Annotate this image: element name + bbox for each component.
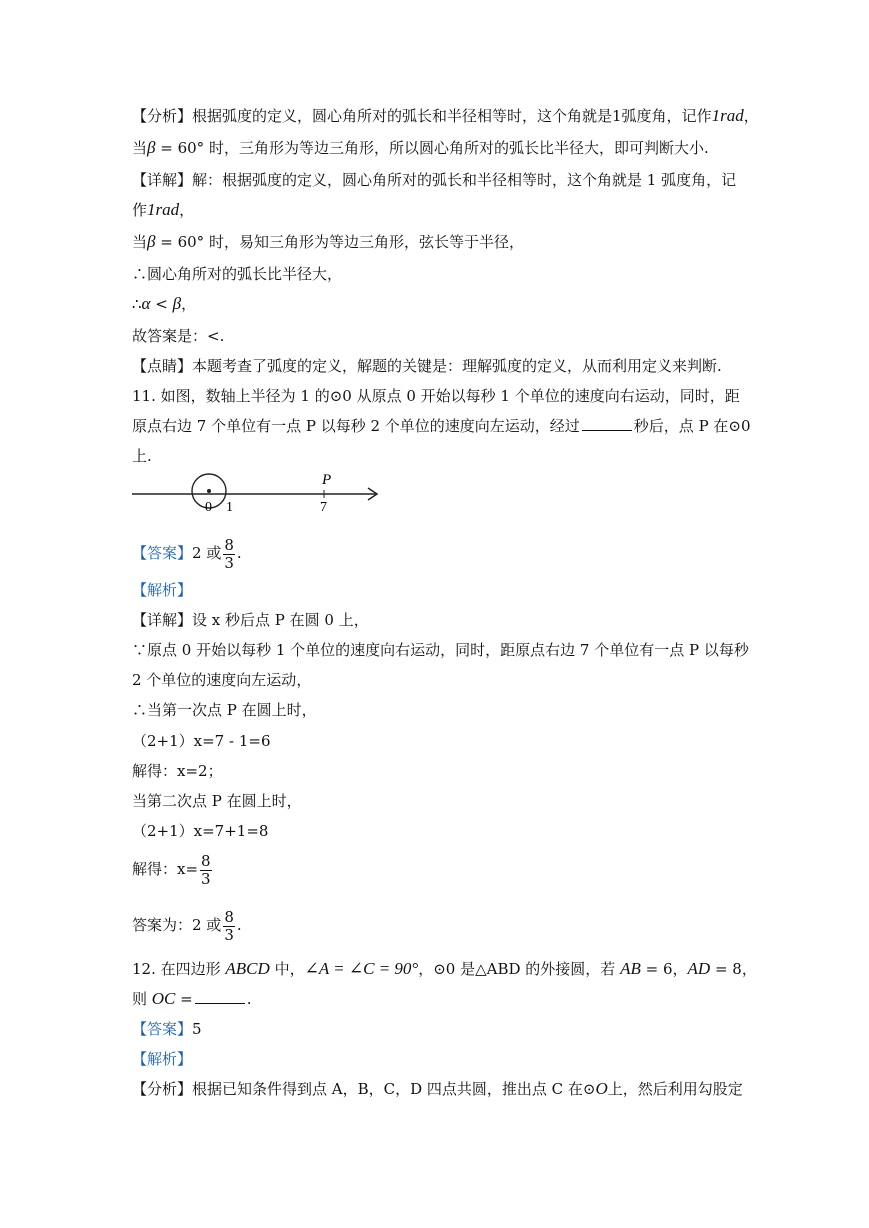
q11-final-answer: 答案为：2 或 $\frac{8}{3}$ . — [132, 907, 242, 944]
q11-analysis-heading: 【解析】 — [132, 581, 193, 599]
q11-solution-1: 解得：x=2； — [132, 762, 223, 780]
q11-equation-2: （2+1）x=7+1=8 — [132, 822, 269, 840]
tick-label-0: 0 — [205, 500, 212, 515]
answer-label: 【答案】 — [132, 1020, 193, 1038]
question-11-line-1: 11. 如图，数轴上半径为 1 的⊙0 从原点 0 开始以每秒 1 个单位的速度向右运动，同时，距 — [132, 387, 740, 405]
analysis-label: 【分析】 — [132, 1080, 193, 1098]
q11-solution-2: 解得：x= $\frac{8}{3}$ — [132, 851, 211, 888]
fraction: $\frac{8}{3}$ — [224, 535, 234, 572]
fraction: $\frac{8}{3}$ — [224, 907, 234, 944]
q11-equation-1: （2+1）x=7 - 1=6 — [132, 732, 271, 750]
detail-label: 【详解】 — [132, 171, 193, 189]
remark-line: 【点睛】本题考查了弧度的定义，解题的关键是：理解弧度的定义，从而利用定义来判断. — [132, 357, 722, 375]
analysis-label: 【分析】 — [132, 107, 193, 125]
circle-center-dot — [207, 489, 211, 493]
point-p-label: P — [322, 472, 332, 488]
detail-line-1: 【详解】解：根据弧度的定义，圆心角所对的弧长和半径相等时，这个角就是 1 弧度角，记 — [132, 171, 737, 189]
tick-label-1: 1 — [226, 500, 233, 515]
answer-blank — [582, 416, 632, 431]
question-12-line-2: 则 OC = . — [132, 989, 252, 1008]
q12-analysis-line: 【分析】根据已知条件得到点 A，B，C，D 四点共圆，推出点 C 在⊙O上，然后利用勾股定 — [132, 1079, 743, 1098]
question-11-line-3: 上. — [132, 447, 152, 465]
number-line-figure — [130, 470, 390, 520]
q11-detail-line-3: 2 个单位的速度向左运动， — [132, 671, 312, 689]
q12-answer-line: 【答案】5 — [132, 1020, 202, 1038]
detail-line-5: ∴α < β， — [132, 294, 197, 313]
q11-detail-line-2: ∵原点 0 开始以每秒 1 个单位的速度向右运动，同时，距原点右边 7 个单位有一点 P 以每秒 — [132, 641, 749, 659]
analysis-line-1: 【分析】根据弧度的定义，圆心角所对的弧长和半径相等时，这个角就是1弧度角，记作1rad， — [132, 106, 759, 125]
detail-line-4: ∴圆心角所对的弧长比半径大， — [132, 265, 343, 283]
answer-line: 故答案是：<. — [132, 327, 225, 345]
q11-detail-line-4: ∴当第一次点 P 在圆上时， — [132, 701, 317, 719]
question-12-line-1: 12. 在四边形 ABCD 中，∠A = ∠C = 90°，⊙0 是△ABD 的外接圆，若 AB = 6，AD = 8， — [132, 959, 757, 978]
tick-label-7: 7 — [320, 500, 327, 515]
answer-blank — [195, 989, 245, 1004]
detail-line-2: 作1rad， — [132, 200, 195, 219]
q11-detail-line-5: 当第二次点 P 在圆上时， — [132, 792, 302, 810]
remark-label: 【点睛】 — [132, 357, 193, 375]
analysis-line-2: 当β = 60° 时，三角形为等边三角形，所以圆心角所对的弧长比半径大，即可判断大小. — [132, 138, 709, 157]
fraction: $\frac{8}{3}$ — [201, 851, 211, 888]
q12-analysis-heading: 【解析】 — [132, 1050, 193, 1068]
q11-detail-line-1: 【详解】设 x 秒后点 P 在圆 0 上， — [132, 611, 369, 629]
answer-label: 【答案】 — [132, 544, 193, 562]
detail-label: 【详解】 — [132, 611, 193, 629]
detail-line-3: 当β = 60° 时，易知三角形为等边三角形，弦长等于半径， — [132, 232, 524, 251]
q11-answer-line: 【答案】2 或 $\frac{8}{3}$ . — [132, 535, 242, 572]
question-11-line-2: 原点右边 7 个单位有一点 P 以每秒 2 个单位的速度向左运动，经过 秒后，点 P 在⊙0 — [132, 417, 751, 435]
